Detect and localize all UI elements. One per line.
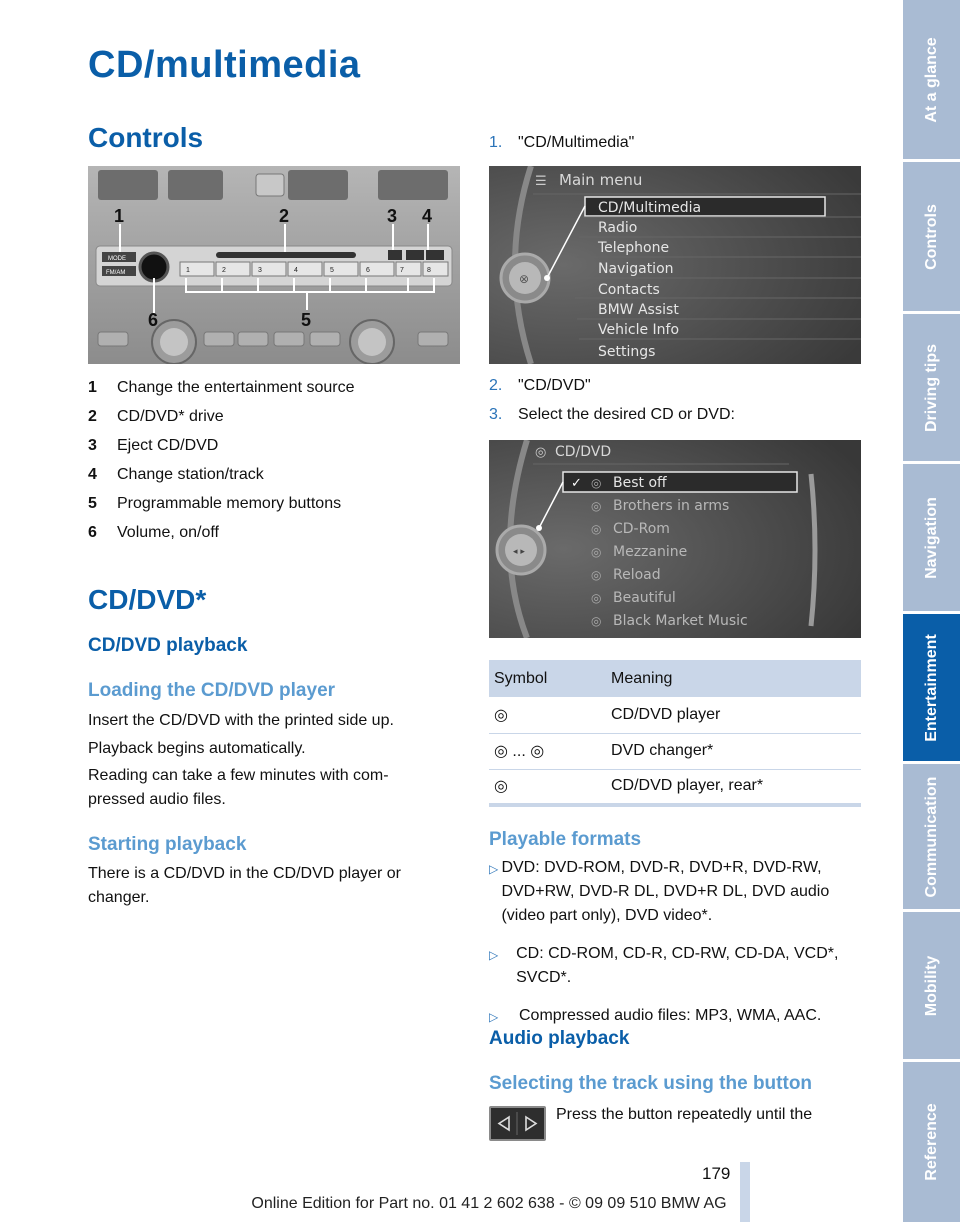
menu-item: CD/Multimedia	[598, 200, 702, 216]
page-title: CD/multimedia	[88, 44, 361, 86]
audio-playback-heading: Audio playback	[489, 1028, 630, 1049]
step-2	[489, 373, 591, 399]
triangle-bullet-icon: ▷	[489, 1010, 499, 1024]
svg-text:⊗: ⊗	[519, 272, 530, 286]
table-header-symbol: Symbol	[489, 660, 606, 697]
svg-text:✓: ✓	[571, 476, 582, 491]
triangle-bullet-icon: ▷	[489, 948, 499, 962]
cd-changer-icon: ◎	[530, 743, 545, 760]
legend-number: 6	[88, 523, 97, 541]
legend-text: Change the entertainment source	[117, 378, 355, 396]
step-number: 2.	[489, 377, 503, 394]
cd-item-selected: Best off	[613, 475, 667, 491]
loading-heading: Loading the CD/DVD player	[88, 680, 336, 701]
list-item-text: Compressed audio files: MP3, WMA, AAC.	[519, 1007, 822, 1024]
svg-text:◎: ◎	[591, 614, 602, 628]
loading-para-3: Reading can take a few minutes with com- pressed audio files.	[88, 767, 389, 808]
list-item	[489, 942, 861, 990]
tab-label: Driving tips	[922, 343, 940, 432]
fmam-button-label: FM/AM	[106, 270, 126, 276]
meaning-cell: CD/DVD player	[606, 697, 861, 733]
legend-item	[88, 402, 460, 431]
legend-item	[88, 489, 460, 518]
legend-number: 4	[88, 465, 97, 483]
preset-digit: 7	[400, 267, 404, 274]
tab-label: Controls	[922, 203, 940, 270]
symbol-cell	[489, 697, 606, 733]
table-row	[489, 697, 861, 733]
symbol-cell	[489, 733, 606, 769]
meaning-cell: CD/DVD player, rear*	[606, 769, 861, 805]
preset-digit: 3	[258, 267, 262, 274]
preset-digit: 5	[330, 267, 334, 274]
starting-para: There is a CD/DVD in the CD/DVD player or changer.	[88, 865, 401, 906]
cd-item: Reload	[613, 567, 661, 583]
cddvd-playback-heading: CD/DVD playback	[88, 635, 248, 656]
radio-controls-photo	[88, 166, 460, 364]
main-menu-screenshot	[489, 166, 861, 364]
main-menu-title: Main menu	[559, 171, 643, 189]
preset-digit: 4	[294, 267, 298, 274]
callout-2: 2	[279, 206, 290, 226]
menu-item: Settings	[598, 344, 656, 360]
preset-digit: 2	[222, 267, 226, 274]
table-row	[489, 733, 861, 769]
svg-text:◎: ◎	[591, 476, 602, 490]
page-number-bar	[740, 1162, 750, 1222]
list-item	[489, 856, 861, 928]
controls-legend	[88, 373, 460, 547]
tab-communication[interactable]	[903, 764, 960, 909]
loading-para-1: Insert the CD/DVD with the printed side up.	[88, 712, 394, 729]
list-item	[489, 1004, 861, 1029]
track-button-image	[489, 1106, 546, 1141]
svg-text:☰: ☰	[535, 174, 547, 189]
controls-heading: Controls	[88, 122, 204, 153]
symbol-table	[489, 660, 861, 807]
legend-number: 2	[88, 407, 97, 425]
svg-text:◂ ▸: ◂ ▸	[513, 547, 525, 557]
legend-item	[88, 460, 460, 489]
tab-reference[interactable]	[903, 1062, 960, 1222]
tab-controls[interactable]	[903, 162, 960, 311]
cd-item: Black Market Music	[613, 613, 748, 629]
menu-item: BMW Assist	[598, 302, 679, 318]
svg-text:◎: ◎	[591, 499, 602, 513]
page-number: 179	[702, 1164, 731, 1183]
track-heading: Selecting the track using the button	[489, 1073, 813, 1094]
tab-navigation[interactable]	[903, 464, 960, 611]
menu-item: Radio	[598, 220, 638, 236]
triangle-bullet-icon: ▷	[489, 862, 499, 876]
preset-digit: 1	[186, 267, 190, 274]
tab-label: Entertainment	[922, 633, 940, 742]
step-number: 3.	[489, 406, 503, 423]
tab-label: Communication	[922, 776, 940, 897]
menu-item: Contacts	[598, 282, 660, 298]
preset-digit: 6	[366, 267, 370, 274]
step-text: "CD/Multimedia"	[518, 134, 635, 151]
callout-6: 6	[148, 310, 159, 330]
symbol-ellipsis: ...	[512, 743, 526, 760]
tab-at-a-glance[interactable]	[903, 0, 960, 159]
svg-text:◎: ◎	[591, 591, 602, 605]
legend-item	[88, 518, 460, 547]
step-1	[489, 130, 634, 156]
footer-text: Online Edition for Part no. 01 41 2 602 638 - © 09 09 510 BMW AG	[251, 1195, 727, 1212]
legend-text: CD/DVD* drive	[117, 407, 224, 425]
tab-label: Navigation	[922, 496, 940, 579]
svg-text:◎: ◎	[591, 522, 602, 536]
list-item-text: DVD: DVD-ROM, DVD-R, DVD+R, DVD-RW, DVD+RW, DVD-R DL, DVD+R DL, DVD audio (video part only), DVD video*.	[501, 859, 830, 924]
next-track-icon	[526, 1117, 536, 1130]
cd-rear-icon: ◎	[494, 778, 508, 796]
menu-item: Navigation	[598, 261, 674, 277]
cddvd-screen-title: CD/DVD	[555, 444, 612, 460]
starting-heading: Starting playback	[88, 834, 247, 855]
legend-item	[88, 373, 460, 402]
legend-text: Volume, on/off	[117, 523, 219, 541]
track-text: Press the button repeatedly until the	[556, 1106, 813, 1123]
callout-4: 4	[422, 206, 433, 226]
table-row	[489, 769, 861, 805]
previous-track-icon	[499, 1117, 509, 1130]
cd-item: Beautiful	[613, 590, 676, 606]
callout-5: 5	[301, 310, 312, 330]
meaning-cell: DVD changer*	[606, 733, 861, 769]
cd-item: Mezzanine	[613, 544, 688, 560]
table-header-meaning: Meaning	[606, 660, 861, 697]
svg-text:◎: ◎	[535, 445, 547, 460]
legend-number: 1	[88, 378, 97, 396]
cd-item: CD-Rom	[613, 521, 670, 537]
menu-item: Vehicle Info	[598, 322, 680, 338]
cd-item: Brothers in arms	[613, 498, 730, 514]
legend-number: 5	[88, 494, 97, 512]
tab-mobility[interactable]	[903, 912, 960, 1059]
preset-digit: 8	[427, 267, 431, 274]
tab-entertainment[interactable]	[903, 614, 960, 761]
legend-text: Change station/track	[117, 465, 264, 483]
svg-text:◎: ◎	[591, 545, 602, 559]
menu-item: Telephone	[598, 240, 670, 256]
mode-button-label: MODE	[108, 256, 126, 262]
step-number: 1.	[489, 134, 503, 151]
loading-para-2: Playback begins automatically.	[88, 740, 306, 757]
callout-3: 3	[387, 206, 398, 226]
tab-label: Reference	[922, 1103, 940, 1181]
svg-text:◎: ◎	[591, 568, 602, 582]
tab-driving-tips[interactable]	[903, 314, 960, 461]
legend-item	[88, 431, 460, 460]
step-3	[489, 402, 735, 428]
formats-heading: Playable formats	[489, 829, 642, 850]
legend-text: Programmable memory buttons	[117, 494, 342, 512]
cd-icon: ◎	[494, 706, 508, 724]
cd-changer-icon: ◎	[494, 743, 508, 760]
table-header-row	[489, 660, 861, 697]
legend-number: 3	[88, 436, 97, 454]
symbol-cell	[489, 769, 606, 805]
tab-label: Mobility	[922, 955, 940, 1016]
tab-label: At a glance	[922, 36, 940, 123]
cddvd-heading: CD/DVD*	[88, 584, 207, 615]
side-tabs	[903, 0, 960, 1222]
formats-list	[489, 856, 861, 1043]
legend-text: Eject CD/DVD	[117, 436, 219, 454]
cddvd-screenshot	[489, 440, 861, 638]
step-text: Select the desired CD or DVD:	[518, 406, 735, 423]
list-item-text: CD: CD-ROM, CD-R, CD-RW, CD-DA, VCD*, SVCD*.	[516, 945, 839, 986]
step-text: "CD/DVD"	[518, 377, 591, 394]
callout-1: 1	[114, 206, 125, 226]
